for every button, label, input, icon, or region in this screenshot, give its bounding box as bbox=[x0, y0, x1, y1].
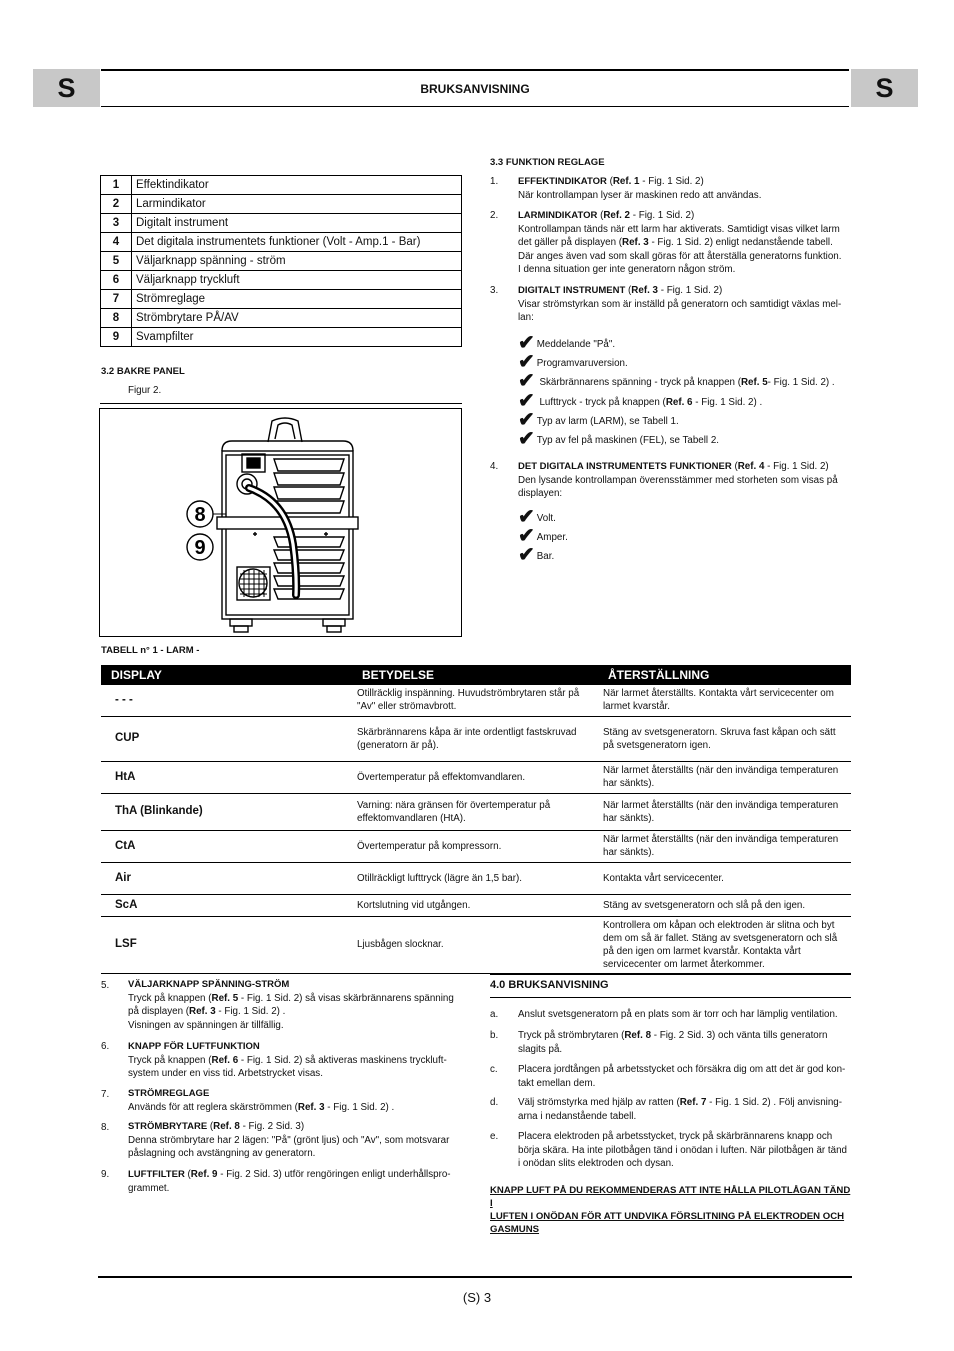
alarm-reset: Kontakta vårt servicecenter. bbox=[598, 862, 851, 894]
legend-label: Det digitala instrumentets funktioner (Volt - Amp.1 - Bar) bbox=[132, 233, 462, 252]
alarm-display-code: ScA bbox=[101, 894, 352, 916]
checkmark-icon: ✔ bbox=[518, 351, 535, 373]
step-key: e. bbox=[490, 1131, 499, 1142]
left-item-7: STRÖMREGLAGE Används för att reglera skärströmmen (Ref. 3 - Fig. 1 Sid. 2) . bbox=[128, 1088, 395, 1113]
item-number: 3. bbox=[490, 285, 499, 296]
alarm-meaning: Otillräcklig inspänning. Huvudströmbrytaren står på "Av" eller strömavbrott. bbox=[352, 685, 598, 716]
alarm-reset: När larmet återställts (när den invändiga temperaturen har sänkts). bbox=[598, 830, 851, 862]
legend-number: 5 bbox=[101, 252, 132, 271]
page-number: (S) 3 bbox=[462, 1290, 492, 1305]
alarm-display-code: HtA bbox=[101, 761, 352, 793]
col-header-display: DISPLAY bbox=[101, 665, 352, 685]
alarm-table-caption: TABELL n° 1 - LARM - bbox=[101, 645, 200, 656]
alarm-reset: Stäng av svetsgeneratorn. Skruva fast kåpan och sätt på svetsgeneratorn igen. bbox=[598, 716, 851, 761]
usage-step-a: Anslut svetsgeneratorn på en plats som är torr och har lämplig ventilation. bbox=[518, 1009, 838, 1020]
alarm-meaning: Varning: nära gränsen för övertemperatur på effektomvandlaren (HtA). bbox=[352, 793, 598, 830]
step-key: d. bbox=[490, 1097, 499, 1108]
alarm-meaning: Övertemperatur på kompressorn. bbox=[352, 830, 598, 862]
alarm-meaning: Kortslutning vid utgången. bbox=[352, 894, 598, 916]
alarm-display-code: CtA bbox=[101, 830, 352, 862]
checkmark-icon: ✔ bbox=[518, 370, 535, 392]
legend-row bbox=[101, 195, 462, 214]
legend-label: Digitalt instrument bbox=[132, 214, 462, 233]
legend-row bbox=[101, 290, 462, 309]
col-header-reset: ÅTERSTÄLLNING bbox=[598, 665, 851, 685]
item-number: 7. bbox=[101, 1089, 110, 1100]
legend-number: 2 bbox=[101, 195, 132, 214]
legend-label: Väljarknapp spänning - ström bbox=[132, 252, 462, 271]
legend-number: 4 bbox=[101, 233, 132, 252]
alarm-display-code: CUP bbox=[101, 716, 352, 761]
usage-step-b: Tryck på strömbrytaren (Ref. 8 - Fig. 2 Sid. 3) och vänta tills generatorn slagits på. bbox=[518, 1030, 828, 1055]
alarm-row bbox=[101, 894, 851, 916]
legend-row bbox=[101, 309, 462, 328]
alarm-display-code: ThA (Blinkande) bbox=[101, 793, 352, 830]
legend-number: 8 bbox=[101, 309, 132, 328]
machine-rear-illustration bbox=[100, 409, 461, 636]
check-item: ✔ Volt. bbox=[518, 506, 556, 528]
usage-step-c: Placera jordtången på arbetsstycket och försäkra dig om att det är god kon- takt emellan dem. bbox=[518, 1064, 846, 1089]
step-key: a. bbox=[490, 1009, 499, 1020]
checkmark-icon: ✔ bbox=[518, 506, 535, 528]
check-item: ✔ Typ av larm (LARM), se Tabell 1. bbox=[518, 409, 679, 431]
legend-label: Strömreglage bbox=[132, 290, 462, 309]
check-item: ✔ Programvaruversion. bbox=[518, 351, 628, 373]
legend-row bbox=[101, 252, 462, 271]
alarm-reset: Stäng av svetsgeneratorn och slå på den igen. bbox=[598, 894, 851, 916]
legend-number: 9 bbox=[101, 328, 132, 347]
callout-8: 8 bbox=[194, 504, 206, 526]
legend-number: 7 bbox=[101, 290, 132, 309]
rear-panel-figure bbox=[99, 408, 462, 637]
usage-step-d: Välj strömstyrka med hjälp av ratten (Ref. 7 - Fig. 1 Sid. 2) . Följ anvisning- arna i nedanstående tabell. bbox=[518, 1097, 842, 1122]
legend-number: 3 bbox=[101, 214, 132, 233]
alarm-row bbox=[101, 862, 851, 894]
alarm-row bbox=[101, 761, 851, 793]
step-key: b. bbox=[490, 1030, 499, 1041]
check-item: ✔ Amper. bbox=[518, 525, 568, 547]
alarm-row bbox=[101, 716, 851, 761]
check-item: ✔ Meddelande "På". bbox=[518, 332, 616, 354]
left-item-5: VÄLJARKNAPP SPÄNNING-STRÖM Tryck på knappen (Ref. 5 - Fig. 1 Sid. 2) så visas skärbrännarens spänning på displayen (Ref. 3 - Fig. 1 Sid. 2) . Visningen av spänningen är tillfällig. bbox=[128, 979, 454, 1031]
item-number: 4. bbox=[490, 461, 499, 472]
functions-heading: 3.3 FUNKTION REGLAGE bbox=[490, 157, 605, 168]
func-item-3: DIGITALT INSTRUMENT (Ref. 3 - Fig. 1 Sid. 2) Visar strömstyrkan som är inställd på generatorn och samtidigt växlas mel- lan: bbox=[518, 285, 842, 323]
legend-row bbox=[101, 214, 462, 233]
func-item-4: DET DIGITALA INSTRUMENTETS FUNKTIONER (Ref. 4 - Fig. 1 Sid. 2) Den lysande kontrollampan överensstämmer med storheten som visas på displayen: bbox=[518, 461, 838, 499]
item-number: 6. bbox=[101, 1041, 110, 1052]
step-key: c. bbox=[490, 1064, 498, 1075]
legend-row bbox=[101, 328, 462, 347]
callout-9: 9 bbox=[194, 537, 206, 559]
legend-label: Svampfilter bbox=[132, 328, 462, 347]
checkmark-icon: ✔ bbox=[518, 544, 535, 566]
component-legend-table bbox=[100, 175, 462, 347]
check-item: ✔ Typ av fel på maskinen (FEL), se Tabell 2. bbox=[518, 428, 720, 450]
legend-label: Strömbrytare PÅ/AV bbox=[132, 309, 462, 328]
usage-step-e: Placera elektroden på arbetsstycket, tryck på skärbrännarens knapp och börja skära. Ha inte pilotbågen tänd i onödan i luften. När pilotbågen är tänd i onödan slits elektroden och dysan. bbox=[518, 1131, 847, 1169]
alarm-table bbox=[101, 665, 851, 974]
alarm-reset: Kontrollera om kåpan och elektroden är slitna och byt dem om så är fallet. Stäng av svetsgeneratorn och slå på den igen om larmet kvarstår. Kontakta vårt servicecenter om larmet återkommer. bbox=[598, 916, 851, 973]
alarm-meaning: Övertemperatur på effektomvandlaren. bbox=[352, 761, 598, 793]
checkmark-icon: ✔ bbox=[518, 525, 535, 547]
alarm-row bbox=[101, 685, 851, 716]
legend-row bbox=[101, 176, 462, 195]
checkmark-icon: ✔ bbox=[518, 390, 535, 412]
alarm-display-code: LSF bbox=[101, 916, 352, 973]
func-item-1: EFFEKTINDIKATOR (Ref. 1 - Fig. 1 Sid. 2) När kontrollampan lyser är maskinen redo att användas. bbox=[518, 176, 762, 201]
legend-row bbox=[101, 233, 462, 252]
alarm-reset: När larmet återställts. Kontakta vårt servicecenter om larmet kvarstår. bbox=[598, 685, 851, 716]
left-item-6: KNAPP FÖR LUFTFUNKTION Tryck på knappen (Ref. 6 - Fig. 1 Sid. 2) så aktiveras maskinens tryckluft- system under en viss tid. Arbetstrycket visas. bbox=[128, 1041, 447, 1079]
item-number: 9. bbox=[101, 1169, 110, 1180]
alarm-display-code: - - - bbox=[101, 685, 352, 716]
check-item: ✔ Lufttryck - tryck på knappen (Ref. 6 - Fig. 1 Sid. 2) . bbox=[518, 390, 763, 412]
item-number: 1. bbox=[490, 176, 499, 187]
checkmark-icon: ✔ bbox=[518, 409, 535, 431]
usage-warning: KNAPP LUFT PÅ DU REKOMMENDERAS ATT INTE HÅLLA PILOTLÅGAN TÄND I LUFTEN I ONÖDAN FÖR ATT UNDVIKA FÖRSLITNING PÅ ELEKTRODEN OCH GASMUNS bbox=[490, 1185, 851, 1235]
alarm-row bbox=[101, 830, 851, 862]
left-item-9: LUFTFILTER (Ref. 9 - Fig. 2 Sid. 3) utför rengöringen enligt underhållspro- grammet. bbox=[128, 1169, 451, 1194]
alarm-row bbox=[101, 916, 851, 973]
legend-number: 1 bbox=[101, 176, 132, 195]
item-number: 5. bbox=[101, 980, 110, 991]
alarm-reset: När larmet återställts (när den invändiga temperaturen har sänkts). bbox=[598, 793, 851, 830]
figure-caption: Figur 2. bbox=[128, 385, 162, 396]
alarm-meaning: Otillräckligt lufttryck (lägre än 1,5 bar). bbox=[352, 862, 598, 894]
alarm-meaning: Ljusbågen slocknar. bbox=[352, 916, 598, 973]
legend-label: Väljarknapp tryckluft bbox=[132, 271, 462, 290]
language-tab-right: S bbox=[851, 69, 918, 107]
language-tab-left: S bbox=[33, 69, 100, 107]
usage-heading: 4.0 BRUKSANVISNING bbox=[490, 979, 609, 991]
legend-number: 6 bbox=[101, 271, 132, 290]
alarm-meaning: Skärbrännarens kåpa är inte ordentligt fastskruvad (generatorn är på). bbox=[352, 716, 598, 761]
left-item-8: STRÖMBRYTARE (Ref. 8 - Fig. 2 Sid. 3) Denna strömbrytare har 2 lägen: "På" (grönt ljus) och "Av", som motsvarar påslagning och avstängning av generatorn. bbox=[128, 1121, 450, 1159]
alarm-reset: När larmet återställts (när den invändiga temperaturen har sänkts). bbox=[598, 761, 851, 793]
alarm-row bbox=[101, 793, 851, 830]
item-number: 8. bbox=[101, 1122, 110, 1133]
func-item-2: LARMINDIKATOR (Ref. 2 - Fig. 1 Sid. 2) Kontrollampan tänds när ett larm har aktiverats. Samtidigt visas vilket larm det gäller på displayen (Ref. 3 - Fig. 1 Sid. 2) enligt nedanstående tabell. Där anges även vad som skall göras för att återställa generatorns funktion. I denna situation ger inte generatorn någon ström. bbox=[518, 210, 842, 275]
alarm-display-code: Air bbox=[101, 862, 352, 894]
rear-panel-heading: 3.2 BAKRE PANEL bbox=[101, 366, 185, 377]
check-item: ✔ Skärbrännarens spänning - tryck på knappen (Ref. 5- Fig. 1 Sid. 2) . bbox=[518, 370, 835, 392]
col-header-meaning: BETYDELSE bbox=[352, 665, 598, 685]
check-item: ✔ Bar. bbox=[518, 544, 555, 566]
page-header-title: BRUKSANVISNING bbox=[101, 69, 849, 107]
checkmark-icon: ✔ bbox=[518, 428, 535, 450]
item-number: 2. bbox=[490, 210, 499, 221]
legend-label: Effektindikator bbox=[132, 176, 462, 195]
checkmark-icon: ✔ bbox=[518, 332, 535, 354]
legend-label: Larmindikator bbox=[132, 195, 462, 214]
legend-row bbox=[101, 271, 462, 290]
